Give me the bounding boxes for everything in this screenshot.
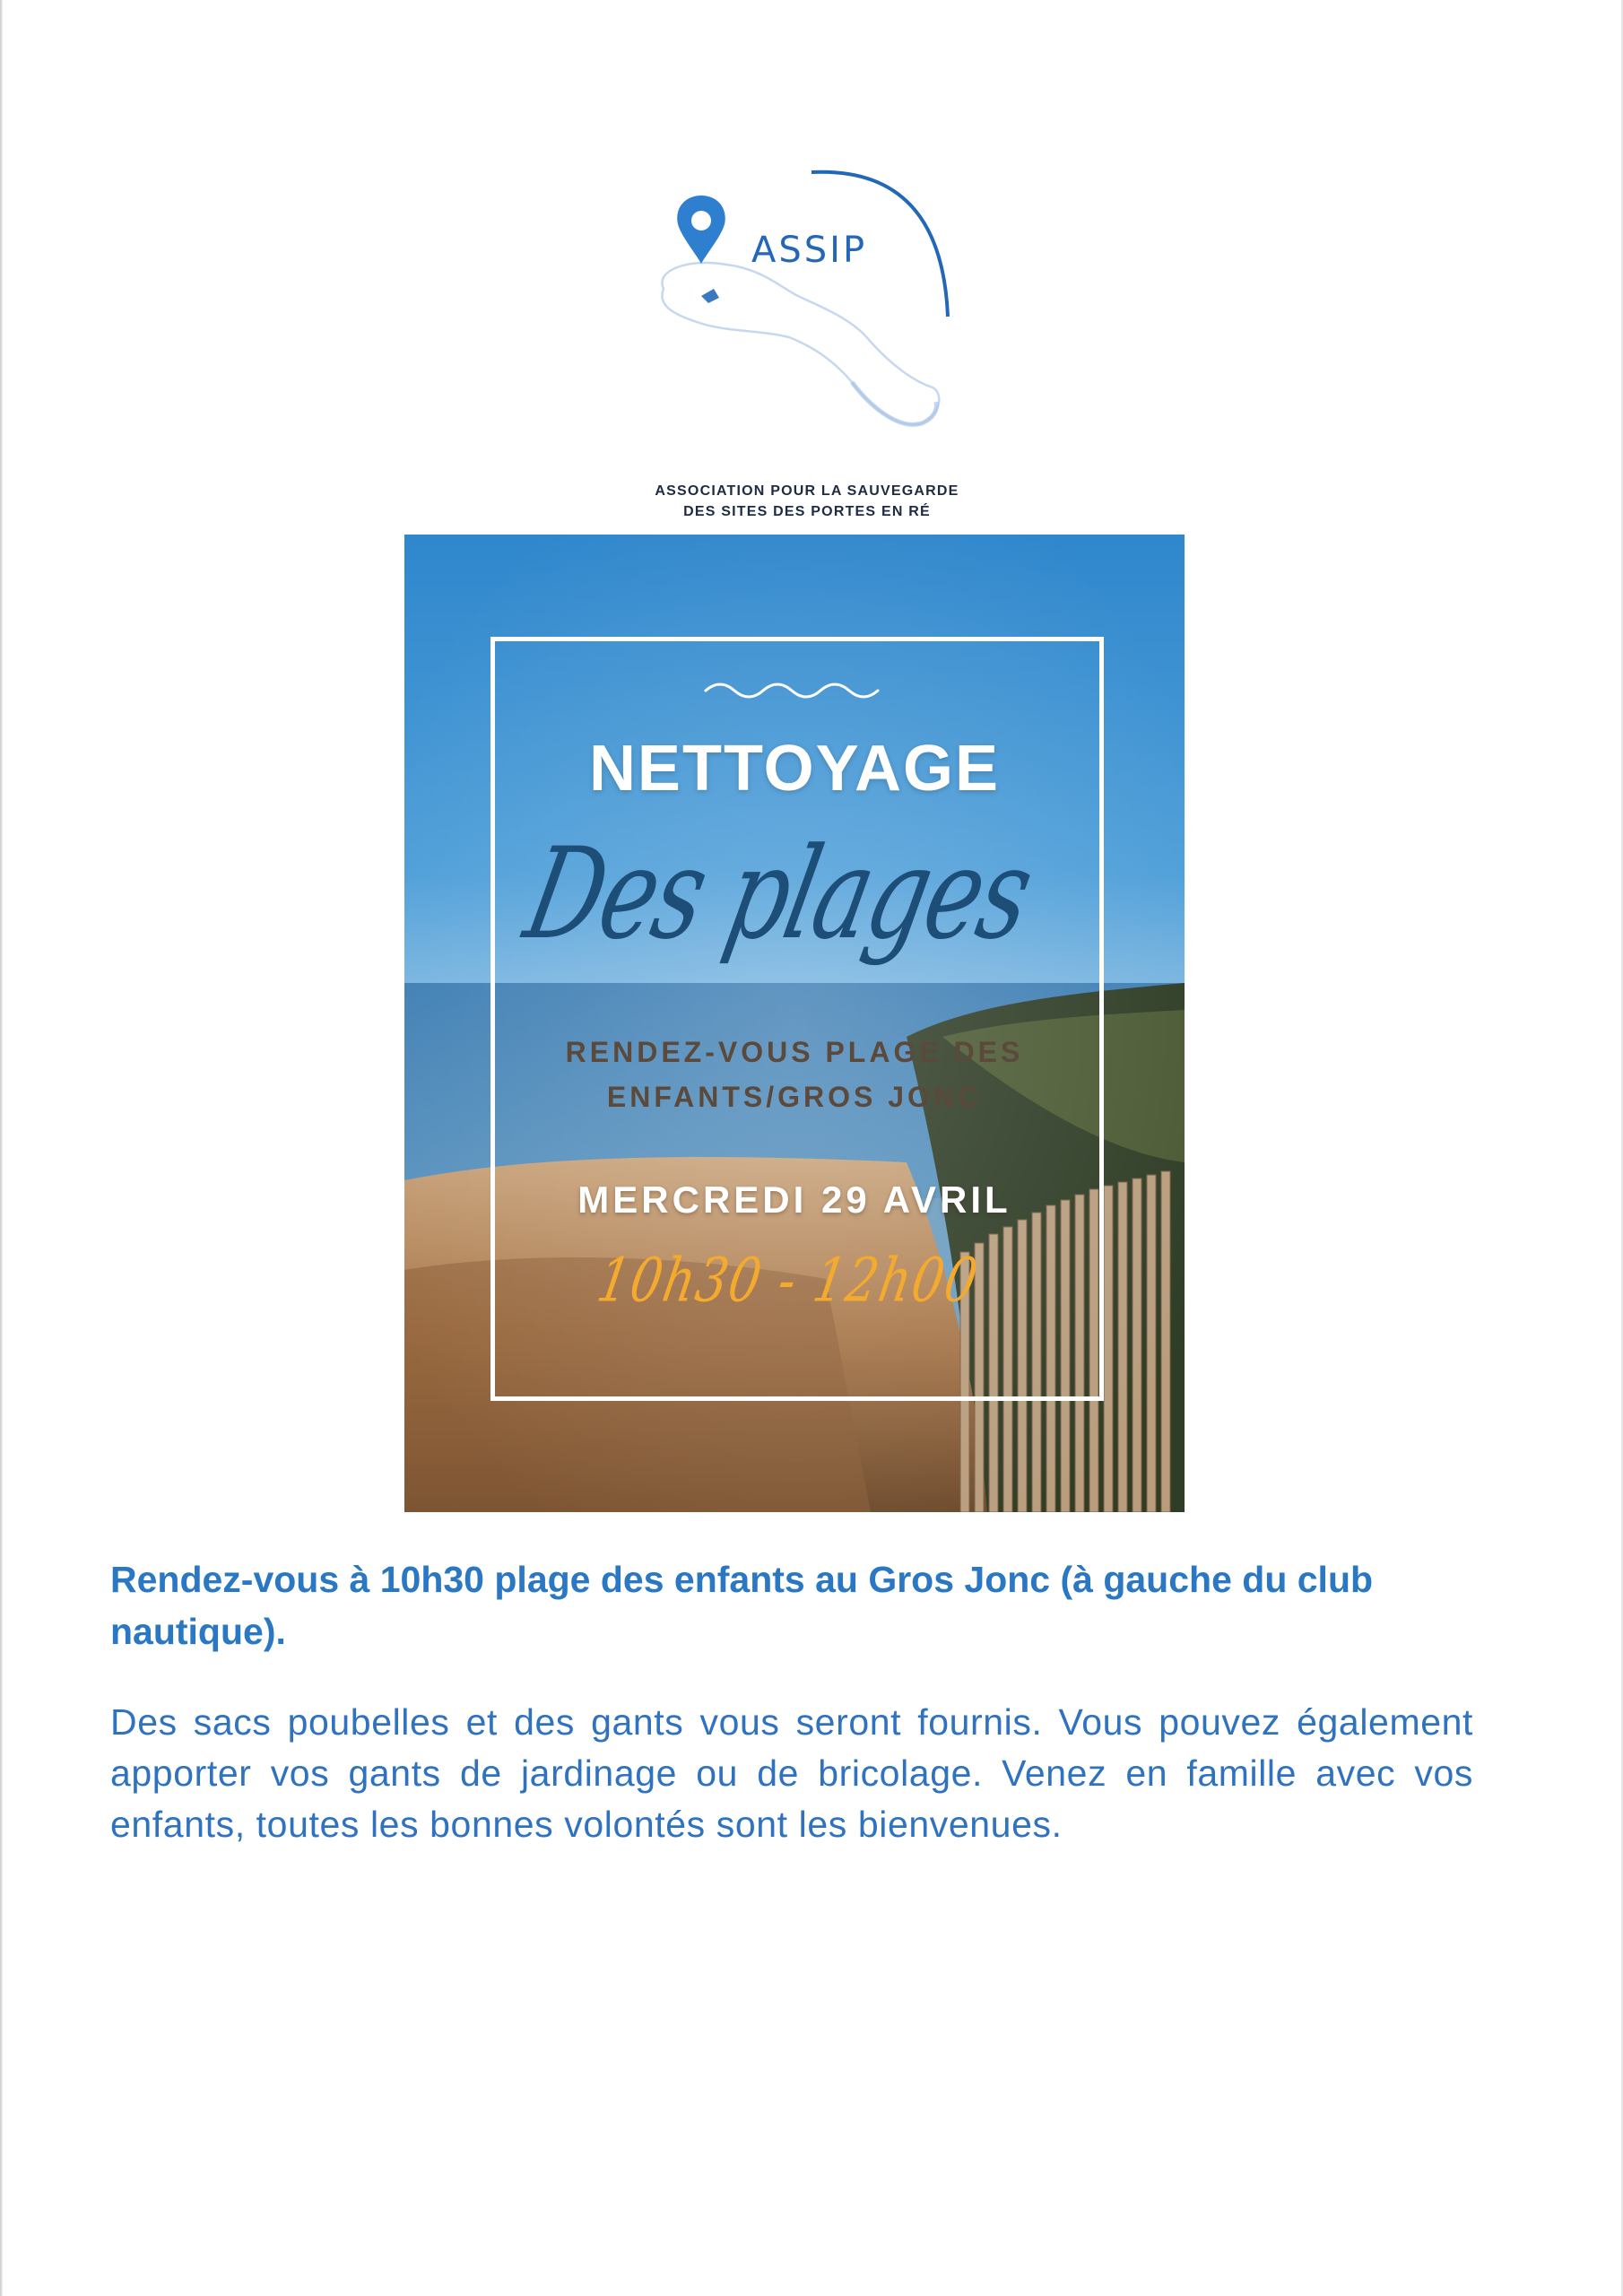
scan-edge-left: [0, 0, 3, 2296]
map-pin-icon: [677, 196, 725, 264]
poster-script-title: Des plages: [514, 820, 1044, 968]
poster-place-line-2: ENFANTS/GROS JONC: [606, 1081, 983, 1113]
ile-de-re-map-icon: [662, 263, 939, 424]
poster-time: 10h30 - 12h00: [592, 1245, 985, 1316]
wave-icon: [702, 674, 890, 701]
association-line-1: ASSOCIATION POUR LA SAUVEGARDE: [655, 483, 959, 499]
meeting-info-lead: Rendez-vous à 10h30 plage des enfants au Gros Jonc (à gauche du club nautique).: [110, 1559, 1374, 1652]
poster-meeting-place: [404, 1030, 1185, 1119]
event-details-paragraph: Des sacs poubelles et des gants vous seront fournis. Vous pouvez également apporter vos gants de jardinage ou de bricolage. Venez en famille avec vos enfants, toutes les bonnes volontés sont les bienvenues.: [110, 1701, 1473, 1845]
logo-acronym: ASSIP: [751, 230, 868, 271]
poster-place-line-1: RENDEZ-VOUS PLAGE DES: [565, 1036, 1024, 1068]
assip-logo: [628, 161, 986, 457]
association-name: [448, 481, 1166, 522]
event-poster: [404, 535, 1185, 1512]
association-line-2: DES SITES DES PORTES EN RÉ: [683, 504, 931, 519]
poster-date: MERCREDI 29 AVRIL: [577, 1178, 1011, 1221]
poster-title: NETTOYAGE: [588, 733, 1001, 804]
logo-graphic: [628, 161, 986, 457]
